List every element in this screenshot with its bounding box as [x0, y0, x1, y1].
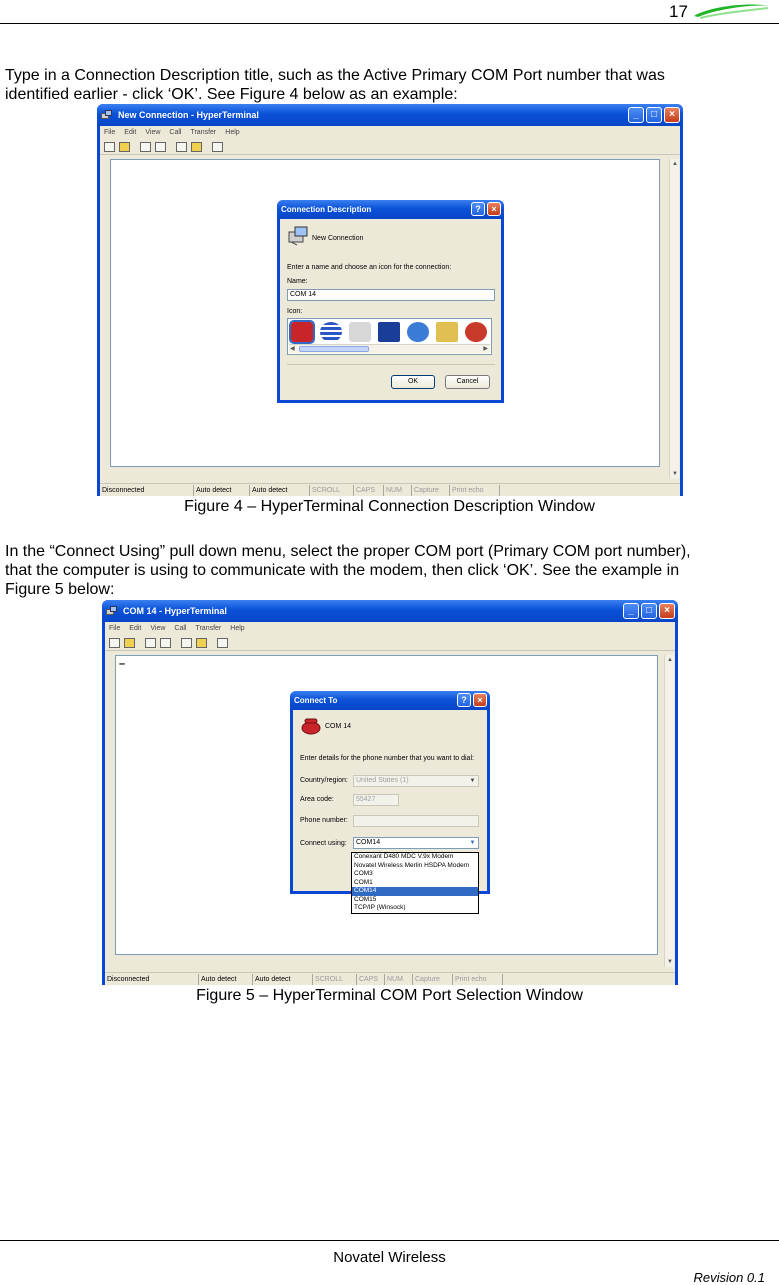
hyperterminal-icon [106, 606, 118, 617]
help-button[interactable]: ? [471, 202, 485, 216]
dropdown-option[interactable]: COM1 [354, 878, 373, 886]
minimize-button[interactable]: _ [623, 603, 639, 619]
window-title: COM 14 - HyperTerminal [123, 606, 227, 616]
dialog-prompt: Enter a name and choose an icon for the connection: [287, 264, 452, 271]
scroll-down-icon[interactable]: ▼ [672, 471, 678, 477]
phone-number-input[interactable] [353, 815, 479, 827]
menu-call[interactable]: Call [174, 625, 187, 632]
footer-rule [0, 1240, 779, 1241]
menu-bar [105, 622, 675, 635]
dialog-title: Connection Description [281, 205, 372, 214]
connection-name-text: New Connection [312, 235, 364, 242]
scroll-down-icon[interactable]: ▼ [667, 959, 673, 965]
dropdown-option-selected[interactable]: COM14 [352, 887, 478, 896]
icon-scrollbar[interactable] [289, 344, 490, 353]
status-capture: Capture [412, 485, 450, 496]
window-title: New Connection - HyperTerminal [118, 110, 259, 120]
send-icon[interactable] [181, 638, 192, 648]
globe-icon[interactable] [407, 322, 429, 342]
intro-paragraph [5, 66, 775, 104]
menu-help[interactable]: Help [225, 129, 240, 136]
send-icon[interactable] [176, 142, 187, 152]
status-num: NUM [385, 974, 413, 985]
open-icon[interactable] [124, 638, 135, 648]
menu-transfer[interactable]: Transfer [190, 129, 217, 136]
footer-revision: Revision 0.1 [693, 1270, 765, 1285]
vertical-scrollbar[interactable] [664, 655, 674, 967]
novatel-logo-icon [690, 0, 774, 22]
menu-view[interactable]: View [150, 625, 166, 632]
att-globe-icon[interactable] [320, 322, 342, 342]
paragraph-line: Type in a Connection Description title, such as the Active Primary COM Port number that was [5, 67, 665, 84]
new-icon[interactable] [104, 142, 115, 152]
menu-edit[interactable]: Edit [129, 625, 142, 632]
menu-view[interactable]: View [145, 129, 161, 136]
connection-name-text: COM 14 [325, 723, 352, 730]
status-autodetect: Auto detect [199, 974, 253, 985]
menu-file[interactable]: File [104, 129, 116, 136]
status-scroll: SCROLL [313, 974, 357, 985]
connect-using-label: Connect using: [300, 840, 347, 847]
figure4-caption: Figure 4 – HyperTerminal Connection Description Window [184, 498, 595, 515]
properties-icon[interactable] [212, 142, 223, 152]
status-print-echo: Print echo [450, 485, 500, 496]
chevron-down-icon[interactable]: ▼ [469, 840, 476, 846]
menu-edit[interactable]: Edit [124, 129, 137, 136]
terminal-cursor: – [119, 658, 126, 670]
dialog-titlebar[interactable] [290, 691, 490, 710]
dropdown-option[interactable]: Conexant D480 MDC V.9x Modem [354, 853, 454, 860]
icon-label: Icon: [287, 308, 303, 315]
dialog-prompt: Enter details for the phone number that you want to dial: [300, 755, 474, 762]
cancel-button[interactable]: Cancel [445, 375, 490, 389]
vertical-scrollbar[interactable] [669, 159, 679, 479]
toolbar [105, 635, 675, 651]
header-rule [0, 23, 779, 24]
paragraph-line: In the “Connect Using” pull down menu, select the proper COM port (Primary COM port number), [5, 543, 691, 560]
dropdown-option[interactable]: COM15 [354, 895, 377, 903]
paragraph-line: that the computer is using to communicate with the modem, then click ‘OK’. See the example in [5, 562, 680, 579]
dropdown-option[interactable]: Novatel Wireless Merlin HSDPA Modem [354, 861, 470, 869]
country-label: Country/region: [300, 777, 348, 784]
figure5-caption: Figure 5 – HyperTerminal COM Port Selection Window [196, 987, 583, 1004]
paragraph-line: Figure 5 below: [5, 581, 115, 598]
dialog-title: Connect To [294, 696, 338, 705]
connect-using-select[interactable] [353, 837, 479, 849]
help-button[interactable]: ? [457, 693, 471, 707]
ok-button[interactable]: OK [391, 375, 435, 389]
scroll-left-icon[interactable]: ◀ [290, 346, 295, 352]
status-autodetect: Auto detect [194, 485, 250, 496]
scroll-up-icon[interactable]: ▲ [672, 161, 678, 167]
menu-help[interactable]: Help [230, 625, 245, 632]
mci-icon[interactable] [378, 322, 400, 342]
icon-picker[interactable] [287, 318, 492, 355]
instruction-paragraph [5, 542, 775, 599]
menu-call[interactable]: Call [169, 129, 182, 136]
close-button[interactable]: × [659, 603, 675, 619]
receive-icon[interactable] [191, 142, 202, 152]
new-icon[interactable] [109, 638, 120, 648]
close-button[interactable]: × [487, 202, 501, 216]
status-connection: Disconnected [105, 974, 199, 985]
minimize-button[interactable]: _ [628, 107, 644, 123]
dropdown-option[interactable]: COM3 [354, 870, 373, 877]
open-icon[interactable] [119, 142, 130, 152]
modem-icon[interactable] [349, 322, 371, 342]
connect-icon[interactable] [145, 638, 156, 648]
country-select[interactable] [353, 775, 479, 787]
properties-icon[interactable] [217, 638, 228, 648]
window-titlebar[interactable] [97, 104, 683, 126]
phone-number-label: Phone number: [300, 817, 348, 824]
area-code-input[interactable]: 55427 [353, 794, 399, 806]
red-phone-icon [300, 716, 322, 736]
menu-file[interactable]: File [109, 625, 121, 632]
disconnect-icon[interactable] [155, 142, 166, 152]
window-titlebar[interactable] [102, 600, 678, 622]
dialog-titlebar[interactable] [277, 200, 504, 219]
name-input[interactable]: COM 14 [287, 289, 495, 301]
status-autodetect: Auto detect [253, 974, 313, 985]
paragraph-line: identified earlier - click ‘OK’. See Figure 4 below as an example: [5, 86, 458, 103]
maximize-button[interactable]: □ [641, 603, 657, 619]
status-scroll: SCROLL [310, 485, 354, 496]
close-button[interactable]: × [473, 693, 487, 707]
connection-description-dialog [277, 200, 504, 403]
status-caps: CAPS [354, 485, 384, 496]
status-bar [100, 483, 680, 496]
connect-using-dropdown-list[interactable] [351, 852, 479, 914]
status-capture: Capture [413, 974, 453, 985]
toolbar [100, 139, 680, 155]
name-label: Name: [287, 278, 308, 285]
menu-bar [100, 126, 680, 139]
status-print-echo: Print echo [453, 974, 503, 985]
connect-using-value: COM14 [356, 839, 381, 846]
scroll-right-icon[interactable]: ▶ [483, 346, 488, 352]
maximize-button[interactable]: □ [646, 107, 662, 123]
status-connection: Disconnected [100, 485, 194, 496]
status-bar [105, 972, 675, 985]
status-num: NUM [384, 485, 412, 496]
area-code-label: Area code: [300, 796, 334, 803]
new-connection-icon [287, 226, 309, 246]
dropdown-option[interactable]: TCP/IP (Winsock) [354, 904, 406, 911]
chevron-down-icon[interactable]: ▼ [469, 778, 476, 784]
document-icon[interactable] [436, 322, 458, 342]
phone-icon[interactable] [465, 322, 487, 342]
page-number: 17 [669, 2, 688, 21]
receive-icon[interactable] [196, 638, 207, 648]
status-autodetect: Auto detect [250, 485, 310, 496]
disconnect-icon[interactable] [160, 638, 171, 648]
menu-transfer[interactable]: Transfer [195, 625, 222, 632]
country-value: United States (1) [356, 777, 409, 784]
red-phone-icon[interactable] [291, 322, 313, 342]
scroll-up-icon[interactable]: ▲ [667, 657, 673, 663]
hyperterminal-icon [101, 110, 113, 121]
connect-icon[interactable] [140, 142, 151, 152]
close-button[interactable]: × [664, 107, 680, 123]
footer-company: Novatel Wireless [333, 1249, 446, 1266]
status-caps: CAPS [357, 974, 385, 985]
